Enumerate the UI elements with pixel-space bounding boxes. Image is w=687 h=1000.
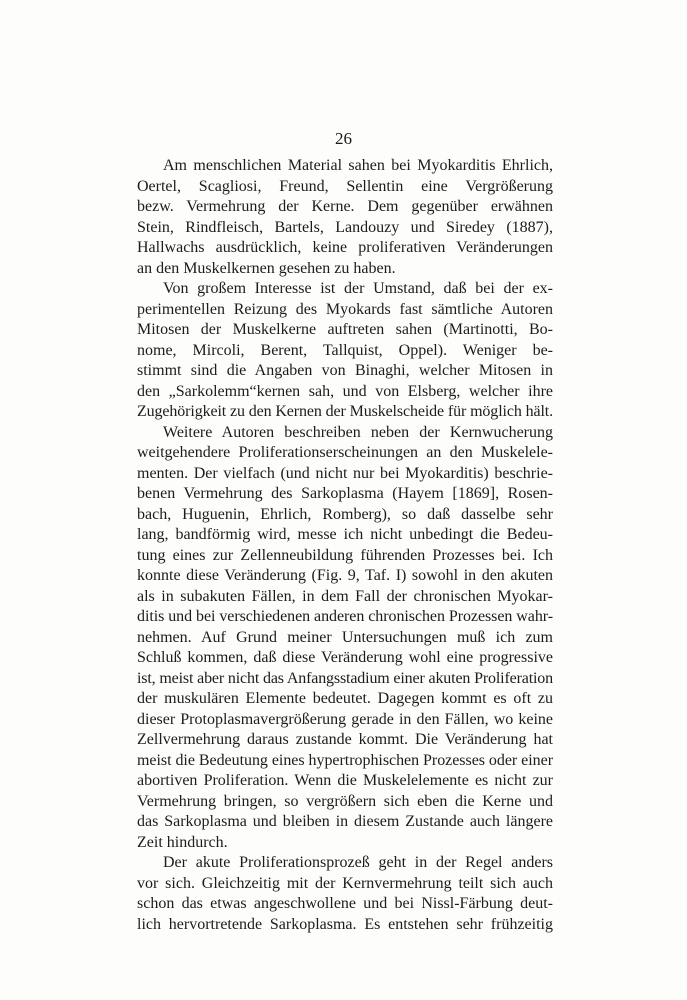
text-line: Vermehrung bringen, so vergrößern sich eben die Kerne und — [137, 792, 553, 810]
text-line: bezw. Vermehrung der Kerne. Dem gegenüber erwähnen — [137, 198, 553, 215]
text-line: ist, meist aber nicht das Anfangsstadium einer akuten Proliferation — [137, 669, 553, 687]
text-line: menten. Der vielfach (und nicht nur bei Myokarditis) beschrie- — [137, 464, 553, 482]
text-line: stimmt sind die Angaben von Binaghi, welcher Mitosen in — [137, 362, 553, 379]
text-line: abortiven Proliferation. Wenn die Muskelelemente es nicht zur — [137, 772, 553, 789]
text-line: meist die Bedeutung eines hypertrophischen Prozesses oder einer — [137, 751, 553, 769]
page-number: 26 — [335, 129, 352, 148]
text-line: Oertel, Scagliosi, Freund, Sellentin eine Vergrößerung — [137, 177, 553, 195]
text-line: Hallwachs ausdrücklich, keine proliferativen Veränderungen — [137, 239, 553, 256]
text-line: Schluß kommen, daß diese Veränderung wohl eine progressive — [137, 649, 553, 666]
text-line: dieser Protoplasmavergrößerung gerade in den Fällen, wo keine — [137, 710, 553, 728]
text-line: nehmen. Auf Grund meiner Untersuchungen muß ich zum — [137, 628, 553, 646]
paragraph — [137, 423, 553, 854]
text-line: als in subakuten Fällen, in dem Fall der chronischen Myokar- — [137, 587, 553, 605]
text-line: Am menschlichen Material sahen bei Myokarditis Ehrlich, — [163, 157, 553, 174]
text-line: konnte diese Veränderung (Fig. 9, Taf. I) sowohl in den akuten — [137, 567, 553, 584]
text-line: lich hervortretende Sarkoplasma. Es entstehen sehr frühzeitig — [137, 915, 553, 933]
text-line: tung eines zur Zellenneubildung führenden Prozesses bei. Ich — [137, 546, 553, 564]
text-line: Stein, Rindfleisch, Bartels, Landouzy und Siredey (1887), — [137, 218, 553, 236]
text-line: schon das etwas angeschwollene und bei Nissl-Färbung deut- — [137, 895, 553, 912]
text-line: der muskulären Elemente bedeutet. Dagegen kommt es oft zu — [137, 690, 553, 707]
paragraph — [137, 853, 553, 935]
text-line: Mitosen der Muskelkerne auftreten sahen (Martinotti, Bo- — [137, 321, 553, 338]
text-line: das Sarkoplasma und bleiben in diesem Zustande auch längere — [137, 813, 553, 830]
text-line: Zugehörigkeit zu den Kernen der Muskelscheide für möglich hält. — [137, 403, 554, 420]
text-line: vor sich. Gleichzeitig mit der Kernvermehrung teilt sich auch — [137, 874, 553, 892]
paragraph — [137, 279, 553, 423]
text-line: den „Sarkolemm“kernen sah, und von Elsberg, welcher ihre — [137, 382, 553, 400]
text-line: perimentellen Reizung des Myokards fast sämtliche Autoren — [137, 300, 553, 318]
text-line: Zellvermehrung daraus zustande kommt. Die Veränderung hat — [137, 731, 553, 748]
text-line: ditis und bei verschiedenen anderen chronischen Prozessen wahr- — [137, 608, 554, 625]
body-text — [137, 156, 553, 935]
text-line: Von großem Interesse ist der Umstand, daß bei der ex- — [163, 280, 553, 297]
text-line: Zeit hindurch. — [137, 833, 228, 851]
text-line: weitgehendere Proliferationserscheinungen an den Muskelele- — [137, 444, 553, 461]
text-line: bach, Huguenin, Ehrlich, Romberg), so daß dasselbe sehr — [137, 505, 553, 523]
text-line: Weitere Autoren beschreiben neben der Kernwucherung — [163, 423, 553, 441]
text-line: lang, bandförmig wird, messe ich nicht unbedingt die Bedeu- — [137, 526, 553, 543]
text-line: Der akute Proliferationsprozeß geht in der Regel anders — [163, 854, 553, 871]
text-line: an den Muskelkernen gesehen zu haben. — [137, 259, 396, 277]
paragraph — [137, 156, 553, 279]
text-line: benen Vermehrung des Sarkoplasma (Hayem [1869], Rosen- — [137, 485, 553, 502]
text-line: nome, Mircoli, Berent, Tallquist, Oppel). Weniger be- — [137, 341, 553, 359]
